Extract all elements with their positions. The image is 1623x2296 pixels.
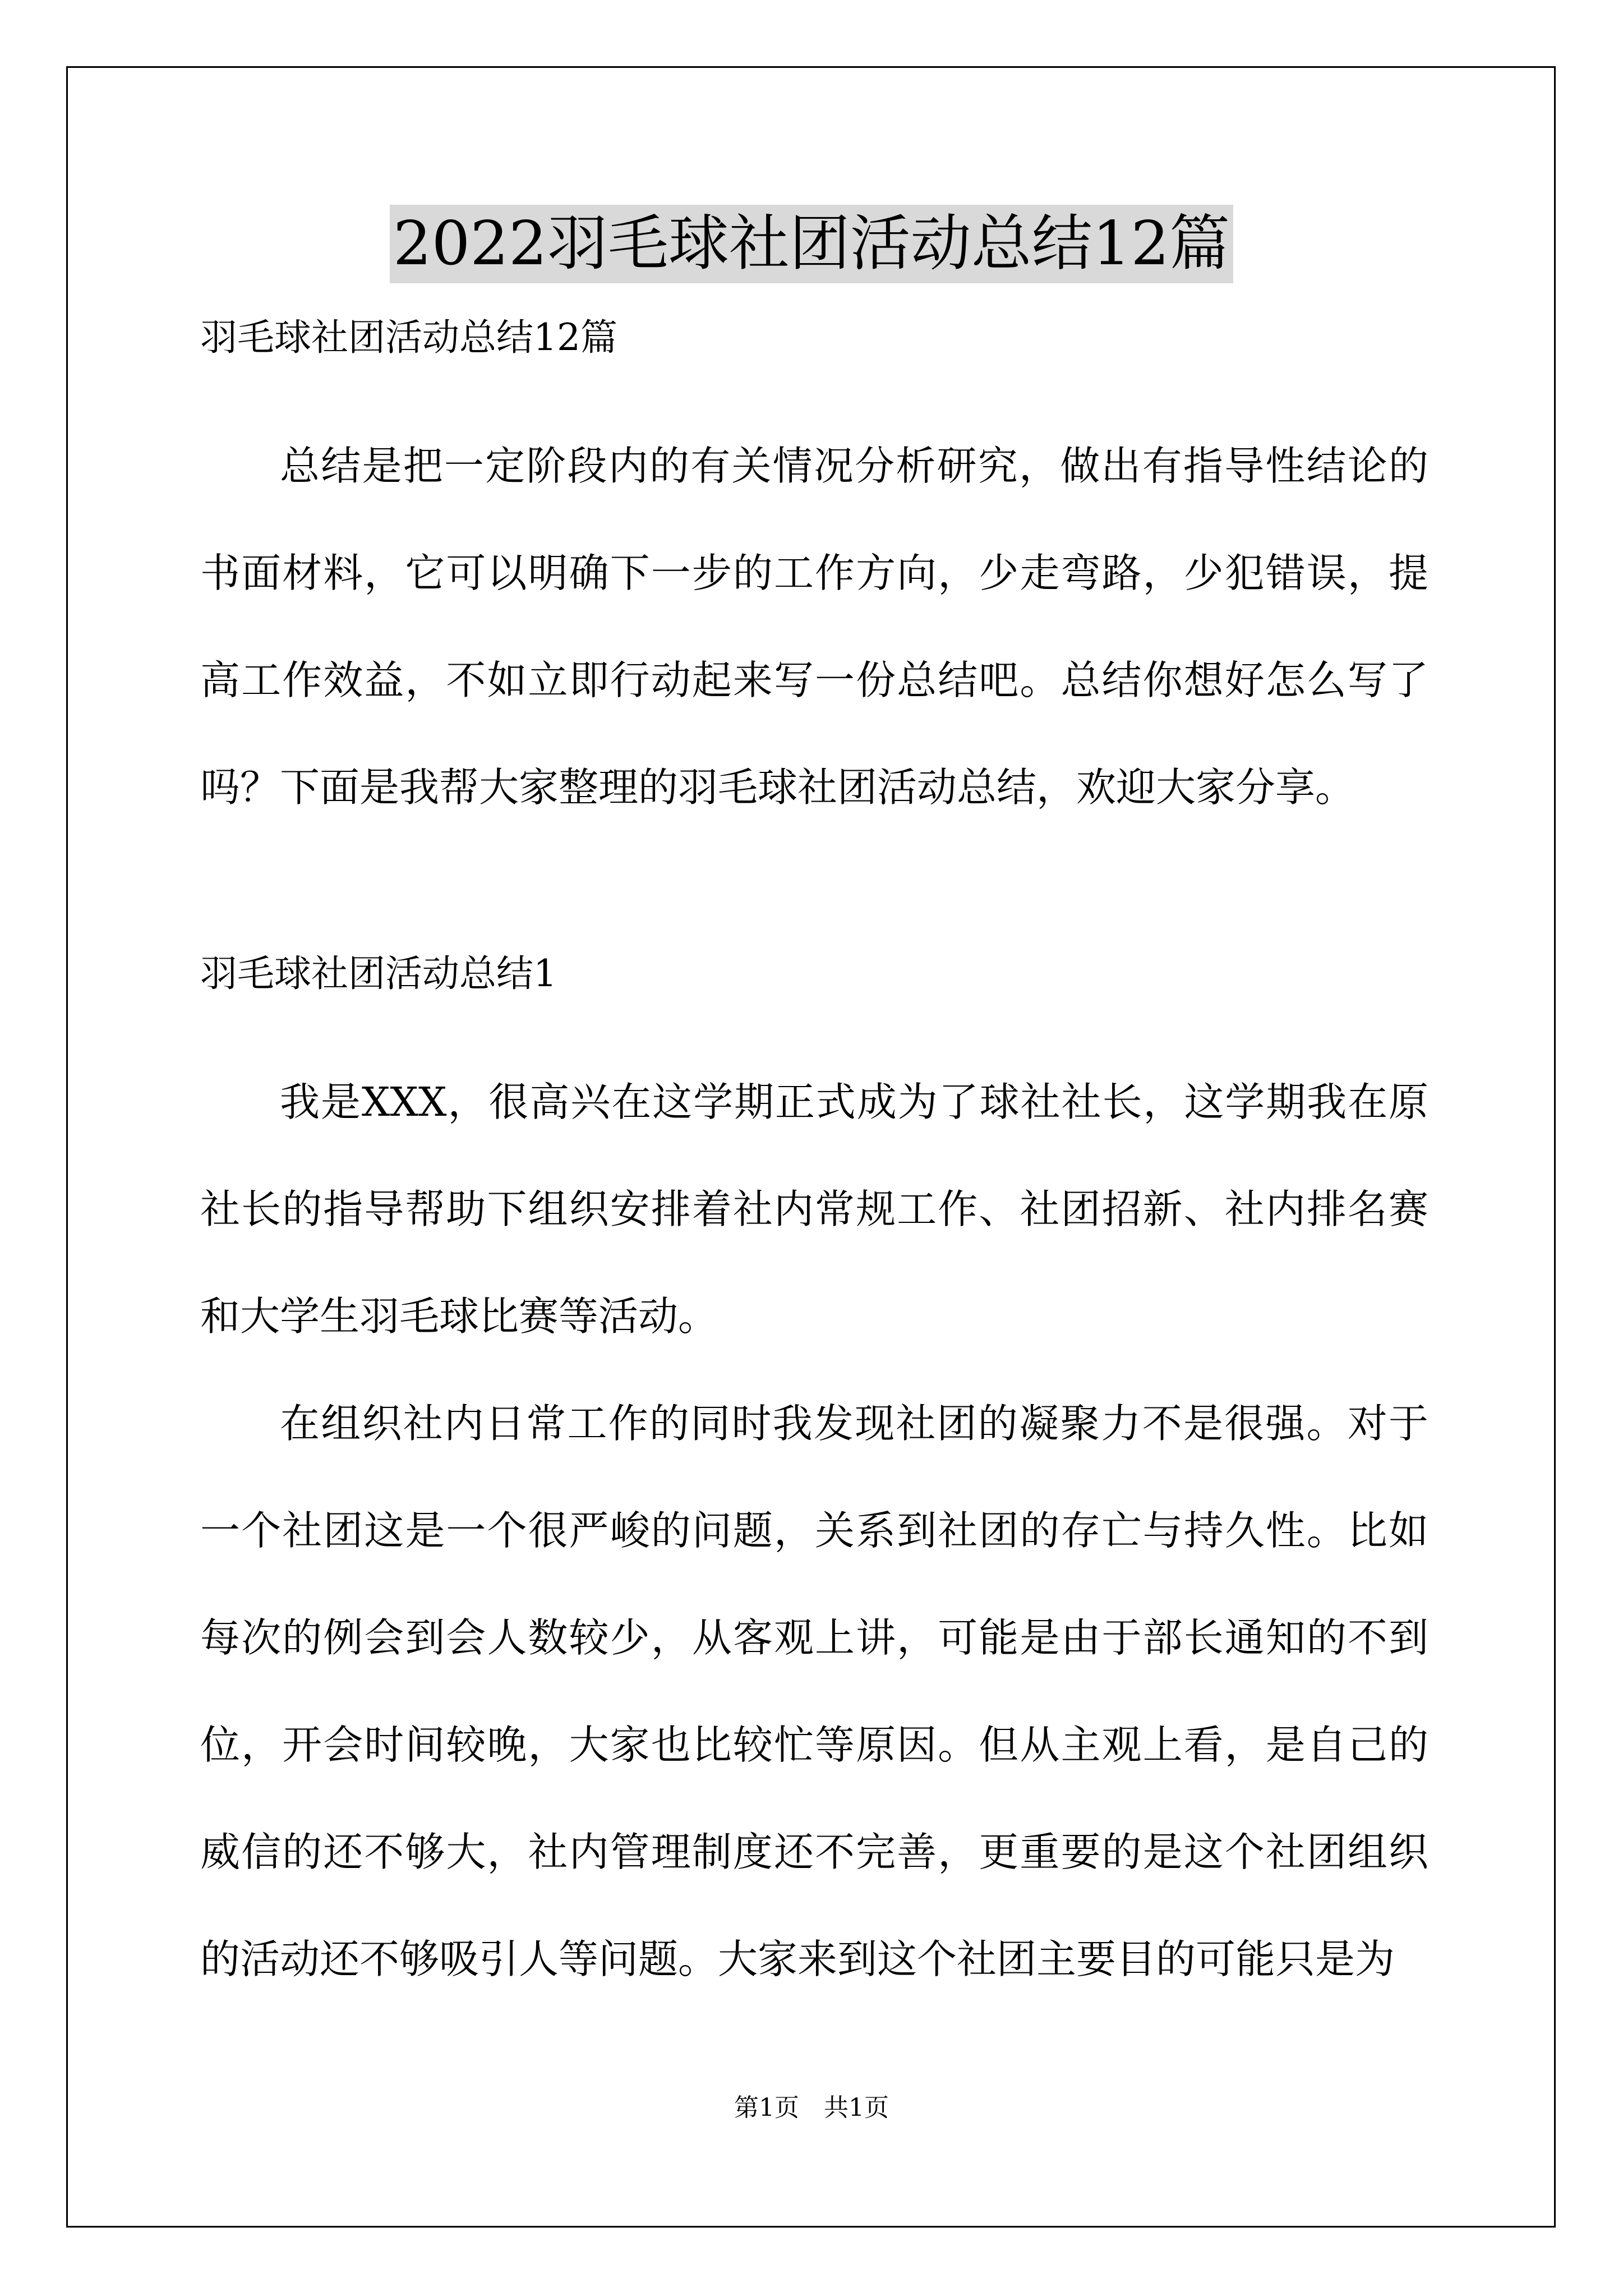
document-body	[200, 306, 1428, 2013]
document-title: 2022羽毛球社团活动总结12篇	[390, 205, 1233, 283]
page-footer: 第1页 共1页	[734, 2093, 889, 2122]
intro-paragraph: 总结是把一定阶段内的有关情况分析研究，做出有指导性结论的书面材料，它可以明确下一步的工作方向，少走弯路，少犯错误，提高工作效益，不如立即行动起来写一份总结吧。总结你想好怎么写了吗？下面是我帮大家整理的羽毛球社团活动总结，欢迎大家分享。	[200, 443, 1428, 811]
document-subtitle: 羽毛球社团活动总结12篇	[200, 316, 617, 359]
body-paragraph: 在组织社内日常工作的同时我发现社团的凝聚力不是很强。对于一个社团这是一个很严峻的问题，关系到社团的存亡与持久性。比如每次的例会到会人数较少，从客观上讲，可能是由于部长通知的不到位，开会时间较晚，大家也比较忙等原因。但从主观上看，是自己的威信的还不够大，社内管理制度还不完善，更重要的是这个社团组织的活动还不够吸引人等问题。大家来到这个社团主要目的可能只是为	[200, 1400, 1428, 1982]
section-heading: 羽毛球社团活动总结1	[200, 952, 557, 995]
section-gap	[200, 841, 1428, 942]
title-container	[0, 205, 1623, 283]
body-paragraph: 我是XXX，很高兴在这学期正式成为了球社社长，这学期我在原社长的指导帮助下组织安排着社内常规工作、社团招新、社内排名赛和大学生羽毛球比赛等活动。	[200, 1079, 1428, 1340]
